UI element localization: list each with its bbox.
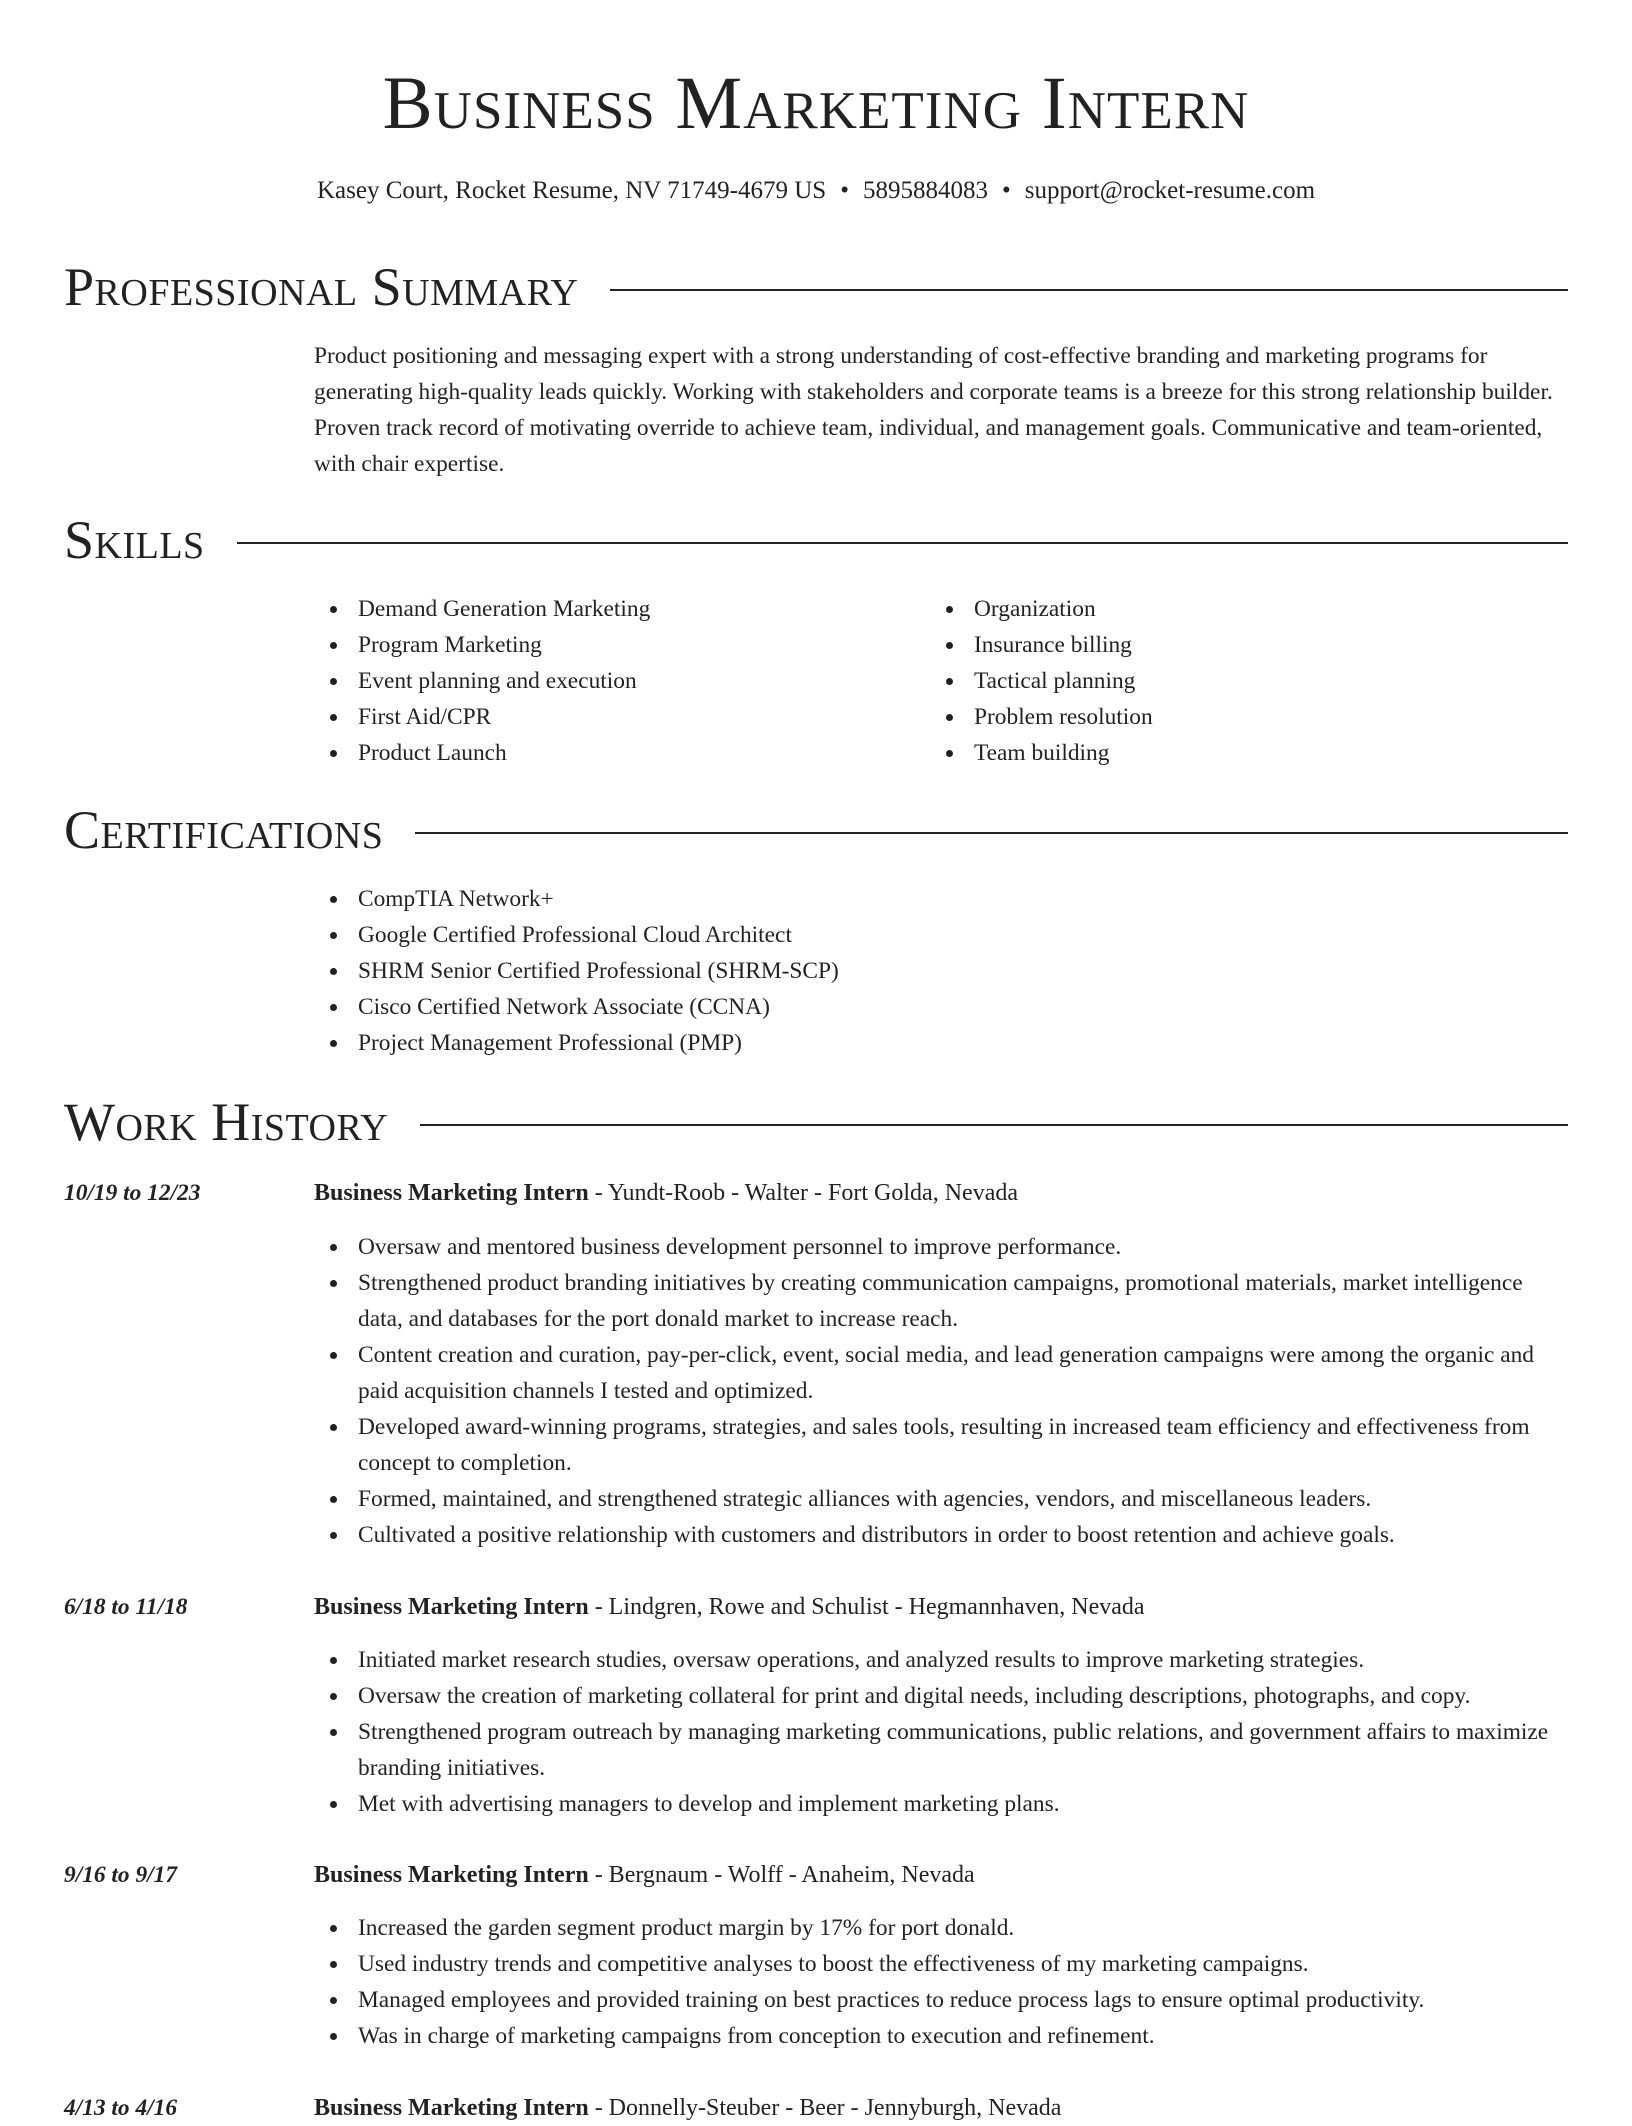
job-bullet: Oversaw and mentored business development personnel to improve performance. — [314, 1229, 1568, 1265]
skills-heading: Skills — [64, 510, 205, 570]
skills-list-right — [930, 591, 1530, 771]
summary-text: Product positioning and messaging expert with a strong understanding of cost-effective branding and marketing programs for generating high-quality leads quickly. Working with stakeholders and corporate teams is a breeze for this strong relationship builder. Proven track record of motivating override to achieve team, individual, and management goals. Communicative and team-oriented, with chair expertise. — [314, 343, 1553, 477]
skill-item: Product Launch — [314, 735, 914, 771]
contact-phone: 5895884083 — [862, 177, 988, 204]
certification-item: SHRM Senior Certified Professional (SHRM-SCP) — [314, 953, 839, 989]
job-bullet: Strengthened product branding initiatives by creating communication campaigns, promotional materials, market intelligence data, and databases for the port donald market to increase reach. — [314, 1265, 1568, 1337]
work-history-section-header — [64, 1090, 1568, 1154]
certification-item: Project Management Professional (PMP) — [314, 1025, 839, 1061]
section-divider — [415, 832, 1568, 834]
job-bullet: Formed, maintained, and strengthened strategic alliances with agencies, vendors, and miscellaneous leaders. — [314, 1481, 1568, 1517]
skill-item: Tactical planning — [930, 663, 1530, 699]
section-divider — [610, 289, 1568, 291]
certifications-list — [314, 881, 839, 1061]
skill-item: Program Marketing — [314, 627, 914, 663]
summary-heading: Professional Summary — [64, 257, 579, 317]
job-title: Business Marketing Intern — [314, 2095, 589, 2121]
certifications-heading: Certifications — [64, 800, 384, 860]
job-title: Business Marketing Intern — [314, 1594, 589, 1620]
summary-section-header — [64, 255, 1568, 319]
skill-item: Demand Generation Marketing — [314, 591, 914, 627]
job-bullet: Content creation and curation, pay-per-click, event, social media, and lead generation campaigns were among the organic and paid acquisition channels I tested and optimized. — [314, 1337, 1568, 1409]
job-dates: 9/16 to 9/17 — [64, 1862, 178, 1888]
job-heading — [314, 2090, 1061, 2126]
skill-item: Event planning and execution — [314, 663, 914, 699]
job-dates: 10/19 to 12/23 — [64, 1180, 201, 1206]
job-title: Business Marketing Intern — [314, 1180, 589, 1206]
certifications-section-header — [64, 798, 1568, 862]
job-employer: - Bergnaum - Wolff - Anaheim, Nevada — [588, 1862, 975, 1888]
job-heading — [314, 1857, 975, 1893]
contact-separator: • — [1001, 177, 1011, 204]
job-bullet: Strengthened program outreach by managing marketing communications, public relations, and government affairs to maximize branding initiatives. — [314, 1714, 1568, 1786]
certification-item: Cisco Certified Network Associate (CCNA) — [314, 989, 839, 1025]
job-heading — [314, 1175, 1018, 1211]
job-dates: 6/18 to 11/18 — [64, 1594, 188, 1620]
skills-section-header — [64, 508, 1568, 572]
job-bullet: Increased the garden segment product margin by 17% for port donald. — [314, 1910, 1568, 1946]
skill-item: Organization — [930, 591, 1530, 627]
job-bullet: Was in charge of marketing campaigns from conception to execution and refinement. — [314, 2018, 1568, 2054]
work-history-heading: Work History — [64, 1092, 389, 1152]
job-employer: - Lindgren, Rowe and Schulist - Hegmannhaven, Nevada — [588, 1594, 1145, 1620]
skill-item: Team building — [930, 735, 1530, 771]
section-divider — [420, 1124, 1568, 1126]
job-bullet-list — [314, 1229, 1568, 1553]
job-bullet: Used industry trends and competitive analyses to boost the effectiveness of my marketing campaigns. — [314, 1946, 1568, 1982]
skills-list-left — [314, 591, 914, 771]
job-title: Business Marketing Intern — [314, 1862, 589, 1888]
job-bullet-list — [314, 1642, 1568, 1822]
job-dates: 4/13 to 4/16 — [64, 2095, 178, 2121]
section-divider — [237, 542, 1568, 544]
certification-item: CompTIA Network+ — [314, 881, 839, 917]
job-bullet: Cultivated a positive relationship with customers and distributors in order to boost retention and achieve goals. — [314, 1517, 1568, 1553]
contact-separator: • — [840, 177, 849, 204]
job-bullet: Oversaw the creation of marketing collateral for print and digital needs, including descriptions, photographs, and copy. — [314, 1678, 1568, 1714]
contact-email: support@rocket-resume.com — [1024, 177, 1316, 204]
job-bullet: Managed employees and provided training on best practices to reduce process lags to ensure optimal productivity. — [314, 1982, 1568, 2018]
job-bullet: Met with advertising managers to develop and implement marketing plans. — [314, 1786, 1568, 1822]
job-bullet: Initiated market research studies, oversaw operations, and analyzed results to improve marketing strategies. — [314, 1642, 1568, 1678]
job-bullet: Developed award-winning programs, strategies, and sales tools, resulting in increased team efficiency and effectiveness from concept to completion. — [314, 1409, 1568, 1481]
skill-item: First Aid/CPR — [314, 699, 914, 735]
contact-address: Kasey Court, Rocket Resume, NV 71749-4679 US — [316, 177, 827, 204]
skill-item: Problem resolution — [930, 699, 1530, 735]
certification-item: Google Certified Professional Cloud Architect — [314, 917, 839, 953]
resume-name: Business Marketing Intern — [382, 62, 1250, 145]
skill-item: Insurance billing — [930, 627, 1530, 663]
job-bullet-list — [314, 1910, 1568, 2054]
job-employer: - Donnelly-Steuber - Beer - Jennyburgh, Nevada — [588, 2095, 1062, 2121]
job-heading — [314, 1589, 1145, 1625]
contact-line — [0, 174, 1632, 208]
job-employer: - Yundt-Roob - Walter - Fort Golda, Nevada — [588, 1180, 1018, 1206]
